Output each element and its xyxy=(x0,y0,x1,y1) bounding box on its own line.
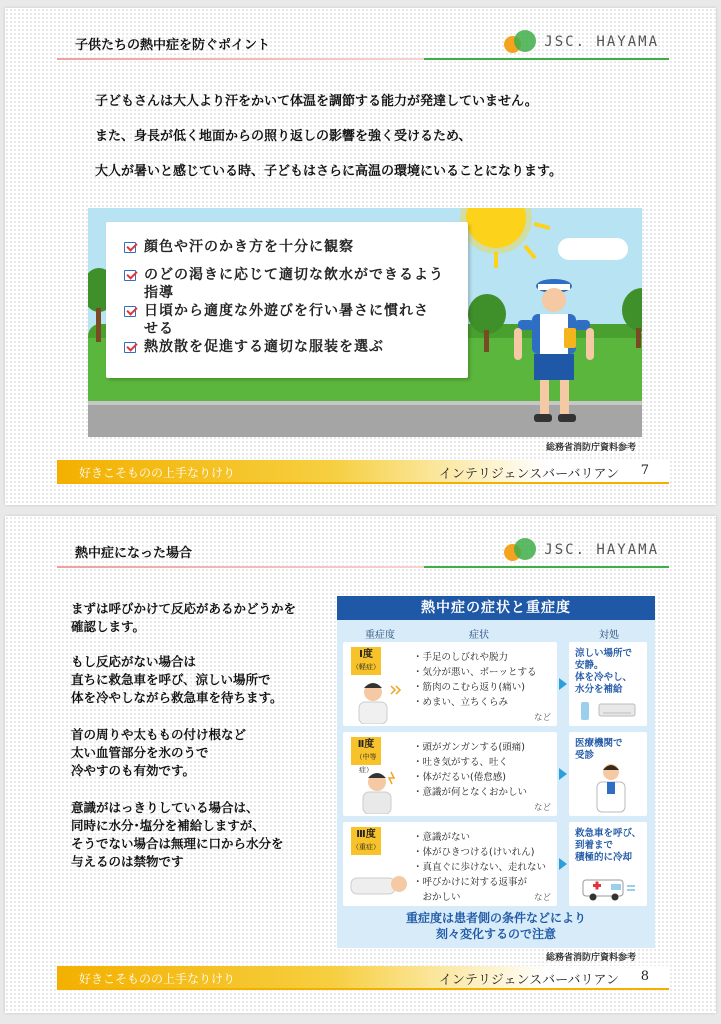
sun-icon xyxy=(466,208,526,248)
logo-text: JSC. HAYAMA xyxy=(544,34,659,50)
column-header-symptoms: 症状 xyxy=(469,630,489,641)
logo-circles-icon xyxy=(504,537,538,563)
footer-name: インテリジェンスバーバリアン xyxy=(438,973,619,988)
intro-paragraph-3: 大人が暑いと感じている時、子どもはさらに高温の環境にいることになります。 xyxy=(95,164,562,179)
header-divider-green xyxy=(424,58,669,60)
logo-text: JSC. HAYAMA xyxy=(544,542,659,558)
severity-row-2 xyxy=(343,732,647,816)
heatstroke-severity-panel xyxy=(337,596,655,948)
left-text-line: 首の周りや太ももの付け根など xyxy=(71,727,247,742)
arrow-right-icon xyxy=(559,678,567,690)
dizzy-person-icon xyxy=(351,680,403,724)
slide-footer xyxy=(57,460,669,482)
left-text-line: そうでない場合は無理に口から水分を xyxy=(71,836,284,851)
left-text-line: 太い血管部分を氷のうで xyxy=(71,745,209,760)
tip-2: のどの渇きに応じて適切な飲水ができるよう指導 xyxy=(144,267,444,301)
left-text-line: 直ちに救急車を呼び、涼しい場所で xyxy=(71,672,271,687)
tip-4: 熱放散を促進する適切な服装を選ぶ xyxy=(144,339,384,355)
slide-8 xyxy=(5,516,716,1013)
child-with-water-bottle-icon xyxy=(508,278,598,428)
symptom-list: ・意識がない ・体がひきつける(けいれん) ・真直ぐに歩けない、走れない ・呼びかけに対する返事が おかしい xyxy=(413,832,547,903)
left-text-line: 冷やすのも有効です。 xyxy=(71,763,196,778)
symptom-list: ・手足のしびれや脱力 ・気分が悪い、ボーッとする ・筋肉のこむら返り(痛い) ・めまい、立ちくらみ xyxy=(413,652,537,708)
symptom-card: Ⅱ度 （中等症） ・頭がガンガンする(頭痛) ・吐き気がする、吐く ・体がだるい(倦怠感) ・意識が何となくおかしい など xyxy=(343,732,557,816)
summer-park-illustration xyxy=(88,208,642,437)
left-text-line: もし反応がない場合は xyxy=(71,654,197,669)
action-text: 涼しい場所で 安静。 体を冷やし、 水分を補給 xyxy=(575,648,633,695)
left-text-line: まずは呼びかけて反応があるかどうかを xyxy=(71,601,297,616)
tip-3: 日頃から適度な外遊びを行い暑さに慣れさせる xyxy=(144,303,429,337)
left-text-line: 確認します。 xyxy=(71,619,146,634)
symptom-list: ・頭がガンガンする(頭痛) ・吐き気がする、吐く ・体がだるい(倦怠感) ・意識が何となくおかしい xyxy=(413,742,528,798)
panel-note: 重症度は患者側の条件などにより 刻々変化するので注意 xyxy=(405,911,586,941)
severity-row-3 xyxy=(343,822,647,906)
column-header-action: 対処 xyxy=(599,630,619,641)
degree-badge: Ⅲ度 （重症） xyxy=(351,827,381,855)
source-note: 総務省消防庁資料参考 xyxy=(545,443,636,453)
jsc-hayama-logo xyxy=(504,28,659,56)
arrow-right-icon xyxy=(559,768,567,780)
cloud-icon xyxy=(558,238,628,260)
slide-title: 熱中症になった場合 xyxy=(75,546,193,561)
page-number: 7 xyxy=(640,463,649,478)
left-text-line: 意識がはっきりしている場合は、 xyxy=(71,800,259,815)
checkbox-icon xyxy=(124,306,136,317)
header-divider xyxy=(57,566,424,568)
footer-motto: 好きこそものの上手なりけり xyxy=(79,466,236,480)
symptom-card: Ⅰ度 （軽症） ・手足のしびれや脱力 ・気分が悪い、ボーッとする ・筋肉のこむら返り(痛い) ・めまい、立ちくらみ など xyxy=(343,642,557,726)
collapsed-person-icon xyxy=(349,866,409,902)
action-text: 救急車を呼び、 到着まで 積極的に冷却 xyxy=(575,828,642,863)
header-divider xyxy=(57,58,424,60)
page-number: 8 xyxy=(640,969,649,984)
jsc-hayama-logo xyxy=(504,536,659,564)
intro-paragraph-2: また、身長が低く地面からの照り返しの影響を強く受けるため、 xyxy=(95,129,472,144)
slide-7 xyxy=(5,8,716,505)
footer-name: インテリジェンスバーバリアン xyxy=(438,467,619,482)
left-text-line: 体を冷やしながら救急車を待ちます。 xyxy=(71,690,283,705)
doctor-icon xyxy=(591,762,631,814)
column-header-severity: 重症度 xyxy=(365,630,395,641)
intro-paragraph-1: 子どもさんは大人より汗をかいて体温を調節する能力が発達していません。 xyxy=(95,94,538,109)
severity-row-1 xyxy=(343,642,647,726)
panel-title: 熱中症の症状と重症度 xyxy=(337,596,655,620)
left-text-line: 同時に水分･塩分を補給しますが、 xyxy=(71,818,265,833)
slide-footer xyxy=(57,966,669,988)
footer-motto: 好きこそものの上手なりけり xyxy=(79,972,236,986)
source-note: 総務省消防庁資料参考 xyxy=(545,953,636,963)
symptom-card: Ⅲ度 （重症） ・意識がない ・体がひきつける(けいれん) ・真直ぐに歩けない、走れない ・呼びかけに対する返事が おかしい など xyxy=(343,822,557,906)
degree-badge: Ⅰ度 （軽症） xyxy=(351,647,381,675)
left-text-line: 与えるのは禁物です xyxy=(71,854,184,869)
action-card xyxy=(569,642,647,726)
slide-title: 子供たちの熱中症を防ぐポイント xyxy=(75,38,271,53)
action-card xyxy=(569,732,647,816)
header-divider-green xyxy=(424,566,669,568)
degree-badge: Ⅱ度 （中等症） xyxy=(351,737,381,765)
checkbox-icon xyxy=(124,342,136,353)
checkbox-icon xyxy=(124,242,136,253)
checkbox-icon xyxy=(124,270,136,281)
action-card xyxy=(569,822,647,906)
action-text: 医療機関で 受診 xyxy=(575,738,623,761)
water-bottle-and-ac-icon xyxy=(579,700,639,722)
slide-header xyxy=(57,26,669,64)
arrow-right-icon xyxy=(559,858,567,870)
slide-header xyxy=(57,534,669,572)
tips-box xyxy=(106,222,468,378)
logo-circles-icon xyxy=(504,29,538,55)
headache-person-icon xyxy=(353,770,405,814)
ambulance-icon xyxy=(581,876,637,902)
tip-1: 顔色や汗のかき方を十分に観察 xyxy=(144,239,354,255)
